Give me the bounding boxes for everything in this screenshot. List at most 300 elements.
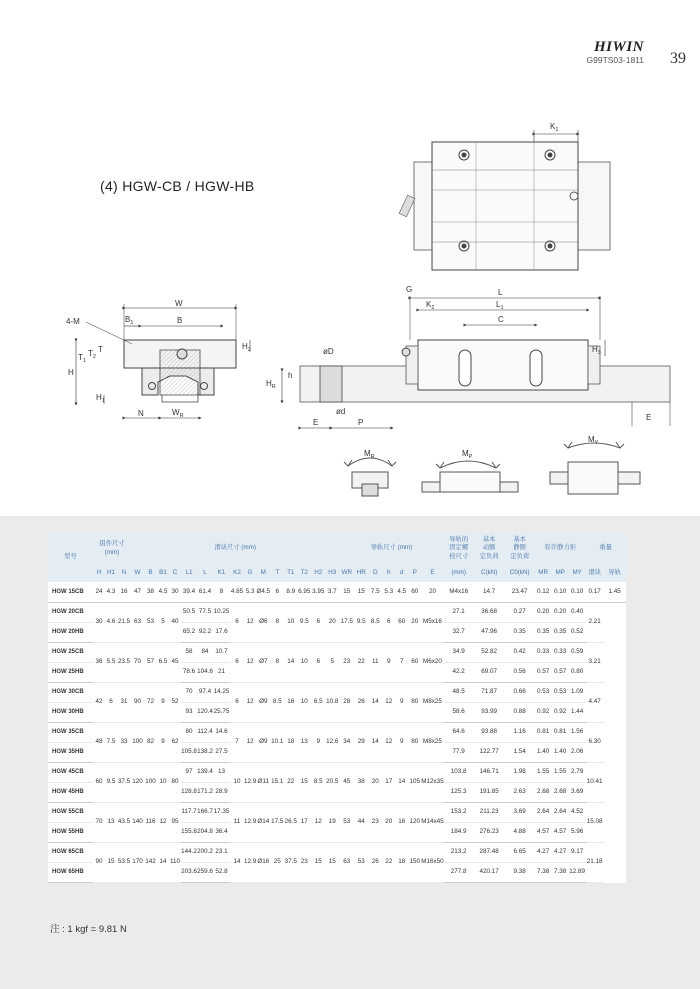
rail-dim-cell: 80 [408,682,421,722]
header-sym-9: K1 [213,565,230,582]
block-weight-cell: 0.40 [569,602,586,622]
shared-dim-cell: 52 [169,682,181,722]
K1-cell: 36.4 [213,822,230,842]
dim-cell: 4.85 [230,582,244,602]
rail-weight-cell: 6.30 [586,722,604,762]
shared-dim-cell: 170 [131,842,144,882]
shared-dim-cell: 48 [93,722,105,762]
shared-dim-cell: 13 [105,802,117,842]
mp-cell: 0.92 [535,702,552,722]
header-MP: MP [552,565,569,582]
header-sym-12: M [256,565,270,582]
rail-dim-cell: 53 [354,842,368,882]
dim-cell: 60 [408,582,421,602]
block-dim-cell: 8.5 [311,762,325,802]
block-dim-cell: 17.5 [270,802,284,842]
rail-dim-cell: 17 [382,762,395,802]
header-block: 滑块尺寸 (mm) [131,532,339,565]
my-cell: 7.38 [552,862,569,882]
rail-dim-cell: 120 [408,802,421,842]
shared-dim-cell: 31 [117,682,131,722]
block-weight-cell: 1.09 [569,682,586,702]
block-weight-cell: 0.59 [569,642,586,662]
dim-cell: 3.95 [311,582,325,602]
rail-dim-cell: 12 [382,722,395,762]
section-title: (4) HGW-CB / HGW-HB [100,178,255,194]
block-dim-cell: 8 [270,602,284,642]
dynamic-load-cell: 64.6 [444,722,474,742]
block-dim-cell: 37.5 [284,842,297,882]
model-cell: HGW 20CB [48,602,93,622]
label-N: N [138,409,144,418]
model-cell: HGW 30HB [48,702,93,722]
header-C: C(kN) [474,565,505,582]
block-dim-cell: 7 [230,722,244,762]
mp-cell: 1.40 [535,742,552,762]
header-sym-15: T2 [297,565,311,582]
rail-dim-cell: 60 [395,602,408,642]
K1-cell: 14.6 [213,722,230,742]
bolt-cell: M5x16 [421,602,443,642]
rail-dim-cell: 26 [368,842,382,882]
dynamic-load-cell: 125.3 [444,782,474,802]
static-load-cell: 93.99 [474,702,505,722]
shared-dim-cell: 15 [105,842,117,882]
rail-dim-cell: 150 [408,842,421,882]
L-cell: 77.5 [197,602,213,622]
header-row-groups [48,532,626,565]
label-MP: $M_P$ [462,449,473,460]
static-load-cell: 122.77 [474,742,505,762]
mr-cell: 0.35 [505,622,535,642]
L1-cell: 117.7 [181,802,197,822]
model-cell: HGW 35HB [48,742,93,762]
header-sym-17: H3 [325,565,339,582]
shared-dim-cell: 21.5 [117,602,131,642]
dynamic-load-cell: 32.7 [444,622,474,642]
block-dim-cell: 12 [244,722,256,762]
shared-dim-cell: 23.5 [117,642,131,682]
L1-cell: 50.5 [181,602,197,622]
shared-dim-cell: 42 [93,682,105,722]
model-cell: HGW 65HB [48,862,93,882]
shared-dim-cell: 95 [169,802,181,842]
label-H: H [68,368,74,377]
rail-dim-cell: 15 [325,842,339,882]
block-dim-cell: 12 [244,682,256,722]
rail-dim-cell: 10.8 [325,682,339,722]
L-cell: 104.6 [197,662,213,682]
rail-dim-cell: 9.5 [354,602,368,642]
rail-dim-cell: 17.5 [339,602,354,642]
L-cell: 204.8 [197,822,213,842]
dim-cell: 4.3 [105,582,117,602]
dynamic-load-cell: 77.9 [444,742,474,762]
label-E-right: E [646,413,652,422]
my-cell: 2.64 [552,802,569,822]
K1-cell: 21 [213,662,230,682]
rail-dim-cell: 9 [382,642,395,682]
shared-dim-cell: 60 [93,762,105,802]
mr-cell: 2.63 [505,782,535,802]
block-dim-cell: 11 [230,802,244,842]
mr-cell: 4.88 [505,822,535,842]
dynamic-load-cell: 48.5 [444,682,474,702]
block-dim-cell: 17 [297,802,311,842]
block-weight-cell: 0.52 [569,622,586,642]
header-sym-5: B1 [157,565,169,582]
rail-dim-cell: 18 [395,842,408,882]
static-load-cell: 211.23 [474,802,505,822]
rail-dim-cell: 16 [395,802,408,842]
rail-dim-cell: 26 [354,682,368,722]
header-sym-20: D [368,565,382,582]
my-cell: 1.40 [552,742,569,762]
side-view-drawing [266,285,670,428]
model-cell: HGW 25HB [48,662,93,682]
shared-dim-cell: 4.6 [105,602,117,642]
table-row [48,602,626,622]
block-dim-cell: Ø11 [256,762,270,802]
static-load-cell: 71.87 [474,682,505,702]
dynamic-load-cell: 103.8 [444,762,474,782]
dynamic-load-cell: 153.2 [444,802,474,822]
shared-dim-cell: 5 [157,602,169,642]
dynamic-load-cell: 277.8 [444,862,474,882]
block-dim-cell: 15 [297,762,311,802]
label-HR: $H_R$ [266,379,276,390]
label-WR: $W_R$ [172,408,184,419]
dim-cell: 5.3 [244,582,256,602]
model-cell: HGW 45CB [48,762,93,782]
dim-cell: 7.5 [368,582,382,602]
dynamic-load-cell: 42.2 [444,662,474,682]
rail-dim-cell: 63 [339,842,354,882]
block-dim-cell: 6 [230,642,244,682]
bolt-cell: M6x20 [421,642,443,682]
mr-cell: 3.69 [505,802,535,822]
L1-cell: 203.6 [181,862,197,882]
L1-cell: 58 [181,642,197,662]
L1-cell: 78.6 [181,662,197,682]
shared-dim-cell: 5.5 [105,642,117,682]
my-cell: 4.57 [552,822,569,842]
block-dim-cell: 8 [270,642,284,682]
block-dim-cell: 18 [284,722,297,762]
header-sym-10: K2 [230,565,244,582]
dim-cell: 4.5 [157,582,169,602]
shared-dim-cell: 53.5 [117,842,131,882]
shared-dim-cell: 116 [144,802,157,842]
shared-dim-cell: 30 [93,602,105,642]
header-sym-1: H1 [105,565,117,582]
dynamic-load-cell: 184.9 [444,822,474,842]
bolt-cell: M8x25 [421,722,443,762]
block-dim-cell: 26.5 [284,802,297,842]
header-rail-weight: 导轨 [604,565,626,582]
block-weight-cell: 0.17 [586,582,604,602]
table-row [48,682,626,702]
header-sym-22: d [395,565,408,582]
shared-dim-cell: 70 [131,642,144,682]
mp-cell: 0.33 [535,642,552,662]
block-weight-cell: 3.69 [569,782,586,802]
L-cell: 138.2 [197,742,213,762]
header-static: 基本 静额 定负荷 [505,532,535,565]
block-dim-cell: 25 [270,842,284,882]
block-dim-cell: Ø7 [256,642,270,682]
footnote: 注 : 1 kgf = 9.81 N [50,924,127,935]
mp-cell: 0.57 [535,662,552,682]
header-sym-4: B [144,565,157,582]
shared-dim-cell: 45 [169,642,181,682]
header-weight: 重量 [586,532,626,565]
rail-dim-cell: 23 [339,642,354,682]
rail-dim-cell: 22 [382,842,395,882]
bolt-cell: M8x25 [421,682,443,722]
block-dim-cell: 16 [284,682,297,722]
my-cell: 2.68 [552,782,569,802]
shared-dim-cell: 100 [131,722,144,762]
block-dim-cell: Ø16 [256,842,270,882]
dynamic-load-cell: 34.9 [444,642,474,662]
header-sym-7: L1 [181,565,197,582]
shared-dim-cell: 7.5 [105,722,117,762]
mr-cell: 0.56 [505,662,535,682]
K1-cell: 52.8 [213,862,230,882]
my-cell: 0.10 [569,582,586,602]
mr-cell: 9.38 [505,862,535,882]
dynamic-load-cell: 27.1 [444,602,474,622]
label-H2: $H_2$ [242,342,251,353]
L1-cell: 105.8 [181,742,197,762]
spec-table [48,532,626,883]
label-W: W [175,299,183,308]
dim-cell: 47 [131,582,144,602]
shared-dim-cell: 40 [169,602,181,642]
rail-dim-cell: 12.6 [325,722,339,762]
K1-cell: 23.1 [213,842,230,862]
label-T1: $T_1$ [78,353,86,364]
static-load-cell: 287.48 [474,842,505,862]
block-dim-cell: Ø9 [256,722,270,762]
block-dim-cell: 10.1 [270,722,284,762]
shared-dim-cell: 62 [169,722,181,762]
label-T: T [98,345,103,354]
rail-dim-cell: 20 [382,802,395,842]
header-sym-19: HR [354,565,368,582]
dim-cell: 15 [354,582,368,602]
label-phid: ød [336,407,346,416]
header-sym-8: L [197,565,213,582]
dim-cell: 24 [93,582,105,602]
block-weight-cell: 1.44 [569,702,586,722]
label-B1: $B_1$ [125,315,134,326]
mr-cell: 1.98 [505,762,535,782]
model-cell: HGW 35CB [48,722,93,742]
rail-dim-cell: 20 [408,602,421,642]
mp-cell: 0.53 [535,682,552,702]
block-dim-cell: 12.9 [244,802,256,842]
label-K1: $K_1$ [550,122,559,133]
block-weight-cell: 12.89 [569,862,586,882]
rail-dim-cell: 22 [354,642,368,682]
label-MR: $M_R$ [364,449,375,460]
L-cell: 97.4 [197,682,213,702]
bolt-cell: M4x16 [444,582,474,602]
block-dim-cell: 12.9 [244,762,256,802]
header-row-symbols [48,565,626,582]
header-sym-24: E [421,565,443,582]
static-load-cell: 146.71 [474,762,505,782]
rail-dim-cell: 38 [354,762,368,802]
mr-cell: 0.88 [505,702,535,722]
rail-dim-cell: 19 [325,802,339,842]
header-bolt-unit: (mm) [444,565,474,582]
rail-dim-cell: 20 [325,602,339,642]
header-sym-3: W [131,565,144,582]
mp-cell: 4.57 [535,822,552,842]
K1-cell: 28.9 [213,782,230,802]
block-weight-cell: 9.17 [569,842,586,862]
dim-cell: 8 [213,582,230,602]
mp-cell: 0.81 [535,722,552,742]
rail-dim-cell: 12 [382,682,395,722]
rail-dim-cell: 9 [395,722,408,762]
dim-cell: 39.4 [181,582,197,602]
header-sym-21: h [382,565,395,582]
block-dim-cell: 6 [230,682,244,722]
L-cell: 139.4 [197,762,213,782]
block-dim-cell: Ø9 [256,682,270,722]
dim-cell: 8.9 [284,582,297,602]
rail-dim-cell: 34 [339,722,354,762]
shared-dim-cell: 90 [93,842,105,882]
shared-dim-cell: 9.5 [105,762,117,802]
header-sym-0: H [93,565,105,582]
model-cell: HGW 55HB [48,822,93,842]
table-row [48,802,626,822]
dim-cell: 15 [339,582,354,602]
L1-cell: 93 [181,702,197,722]
mp-cell: 0.10 [552,582,569,602]
front-view-drawing [66,299,251,419]
label-B: B [177,316,183,325]
K1-cell: 27.5 [213,742,230,762]
model-cell: HGW 65CB [48,842,93,862]
shared-dim-cell: 43.5 [117,802,131,842]
rail-weight-cell: 4.47 [586,682,604,722]
block-dim-cell: 15 [311,842,325,882]
label-P: P [358,418,364,427]
shared-dim-cell: 57 [144,642,157,682]
shared-dim-cell: 72 [144,682,157,722]
header-sym-16: H2 [311,565,325,582]
L-cell: 112.4 [197,722,213,742]
block-dim-cell: 6 [311,602,325,642]
page-number: 39 [670,50,686,67]
static-load-cell: 52.82 [474,642,505,662]
block-dim-cell: 10 [284,602,297,642]
rail-dim-cell: 80 [408,722,421,762]
rail-dim-cell: 45 [339,762,354,802]
L-cell: 171.2 [197,782,213,802]
block-weight-cell: 2.79 [569,762,586,782]
my-cell: 0.57 [552,662,569,682]
table-row [48,722,626,742]
bolt-cell: M12x35 [421,762,443,802]
header-dynamic: 基本 动额 定负荷 [474,532,505,565]
shared-dim-cell: 36 [93,642,105,682]
shared-dim-cell: 140 [131,802,144,842]
block-weight-cell: 4.52 [569,802,586,822]
shared-dim-cell: 6 [105,682,117,722]
L-cell: 120.4 [197,702,213,722]
shared-dim-cell: 10 [157,762,169,802]
L-cell: 200.2 [197,842,213,862]
block-dim-cell: 23 [297,842,311,882]
label-C: C [498,315,504,324]
my-cell: 1.55 [552,762,569,782]
L-cell: 92.2 [197,622,213,642]
label-H1: $H_1$ [96,393,105,404]
dim-cell: 16 [117,582,131,602]
header-bolt: 导轨的 固定螺 栓尺寸 [444,532,474,565]
shared-dim-cell: 6.5 [157,642,169,682]
header-block-weight: 滑块 [586,565,604,582]
shared-dim-cell: 100 [144,762,157,802]
rail-dim-cell: 11 [368,642,382,682]
table-row [48,842,626,862]
K1-cell: 10.7 [213,642,230,662]
header-sym-2: N [117,565,131,582]
model-cell: HGW 25CB [48,642,93,662]
dim-cell: 5.3 [382,582,395,602]
rail-weight-cell: 2.21 [586,602,604,642]
dim-cell: 20 [421,582,443,602]
label-phiD: øD [323,347,334,356]
rail-weight-cell: 21.18 [586,842,604,882]
shared-dim-cell: 70 [93,802,105,842]
L1-cell: 155.8 [181,822,197,842]
mp-cell: 1.55 [535,762,552,782]
shared-dim-cell: 37.5 [117,762,131,802]
header-MR: MR [535,565,552,582]
mr-cell: 0.27 [505,602,535,622]
my-cell: 0.53 [552,682,569,702]
static-load-cell: 420.17 [474,862,505,882]
block-dim-cell: 6 [311,642,325,682]
shared-dim-cell: 33 [117,722,131,762]
dim-cell: 61.4 [197,582,213,602]
header-model: 型号 [48,532,93,582]
rail-dim-cell: 28 [339,682,354,722]
L1-cell: 80 [181,722,197,742]
dim-cell: 6 [270,582,284,602]
model-cell: HGW 55CB [48,802,93,822]
label-MY: $M_Y$ [588,435,599,446]
rail-dim-cell: 14 [368,722,382,762]
rail-weight-cell: 3.21 [586,642,604,682]
block-dim-cell: 9 [311,722,325,762]
rail-dim-cell: 9 [395,682,408,722]
shared-dim-cell: 12 [157,802,169,842]
block-dim-cell: 14 [284,642,297,682]
header-sym-18: WR [339,565,354,582]
rail-weight-cell: 1.45 [604,582,626,602]
label-L: L [498,288,503,297]
rail-dim-cell: 8.5 [368,602,382,642]
